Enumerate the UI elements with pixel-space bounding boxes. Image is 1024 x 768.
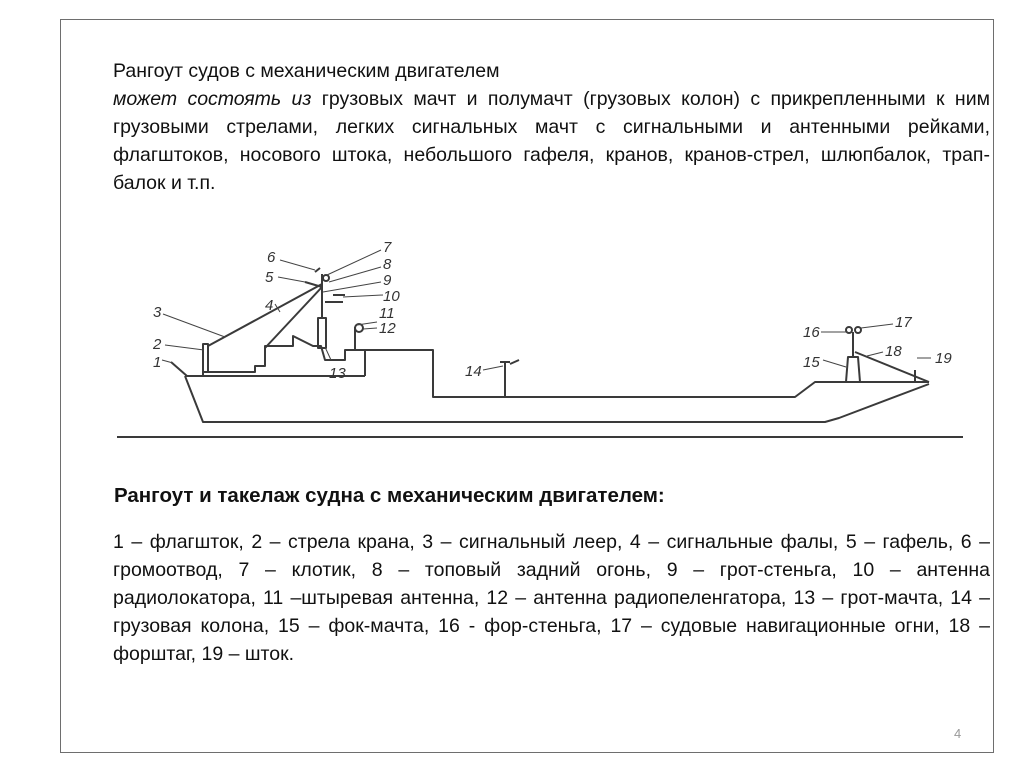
callout-1: 1	[153, 354, 162, 371]
leader-18	[867, 352, 883, 356]
section-heading: Рангоут и такелаж судна с механическим двигателем:	[114, 484, 665, 507]
fore-mast	[846, 357, 860, 382]
legend-paragraph: 1 – флагшток, 2 – стрела крана, 3 – сигнальный леер, 4 – сигнальные фалы, 5 – гафель, 6 – громоотвод, 7 – клотик, 8 – топовый задний огонь, 9 – грот-стеньга, 10 – антенна радиолокатора, 11 –штыревая антенна, 12 – антенна радиопеленгатора, 13 – грот-мачта, 14 – грузовая колона, 15 – фок-мачта, 16 - фор-стеньга, 17 – судовые навигационные огни, 18 – форштаг, 19 – шток.	[113, 531, 990, 665]
callout-17: 17	[895, 314, 912, 331]
main-mast	[318, 318, 326, 348]
intro-line1: Рангоут судов с механическим двигателем	[113, 60, 500, 82]
callout-7: 7	[383, 239, 392, 256]
callout-12: 12	[379, 320, 396, 337]
flagpole	[171, 362, 187, 376]
ship-diagram	[115, 232, 965, 462]
intro-rest: грузовых мачт и полумачт (грузовых колон) с прикрепленными к ним грузовыми стрелами, легких сигнальных мачт с сигнальными и антенными рейками, флагштоков, носового штока, небольшого гафеля, кранов, кранов-стрел, шлюпбалок, трап-балок и т.п.	[113, 88, 990, 194]
callout-6: 6	[267, 249, 276, 266]
leader-1	[162, 360, 173, 363]
callout-16: 16	[803, 324, 820, 341]
callout-19: 19	[935, 350, 952, 367]
ship-drawing	[115, 232, 965, 457]
intro-italic: может состоять из	[113, 88, 312, 110]
callout-5: 5	[265, 269, 274, 286]
callout-13: 13	[329, 365, 346, 382]
leader-14	[483, 366, 503, 370]
callout-15: 15	[803, 354, 820, 371]
leader-5	[278, 277, 305, 282]
cargo-column-boom	[510, 360, 519, 364]
nav-light-2	[855, 327, 861, 333]
leader-15	[823, 360, 846, 367]
leader-12	[363, 328, 377, 329]
callout-4: 4	[265, 297, 274, 314]
callout-3: 3	[153, 304, 162, 321]
intro-body	[113, 85, 990, 197]
deck-line	[365, 350, 929, 397]
callout-2: 2	[153, 336, 162, 353]
callout-9: 9	[383, 272, 392, 289]
leader-2	[165, 345, 204, 350]
leader-17	[861, 324, 893, 328]
callout-18: 18	[885, 343, 902, 360]
callout-8: 8	[383, 256, 392, 273]
lightning-rod	[315, 268, 320, 272]
leader-10	[343, 295, 383, 297]
leader-9	[323, 282, 381, 292]
page-number: 4	[954, 726, 962, 741]
masthead-light	[323, 275, 329, 281]
leader-7	[327, 250, 381, 275]
callout-14: 14	[465, 363, 482, 380]
leader-3	[163, 314, 225, 337]
leader-8	[329, 267, 381, 282]
crane-boom	[203, 344, 208, 372]
callout-11: 11	[379, 305, 395, 322]
leader-13	[325, 347, 331, 360]
callout-10: 10	[383, 288, 400, 305]
intro-paragraph	[113, 57, 990, 197]
leader-6	[280, 260, 315, 270]
